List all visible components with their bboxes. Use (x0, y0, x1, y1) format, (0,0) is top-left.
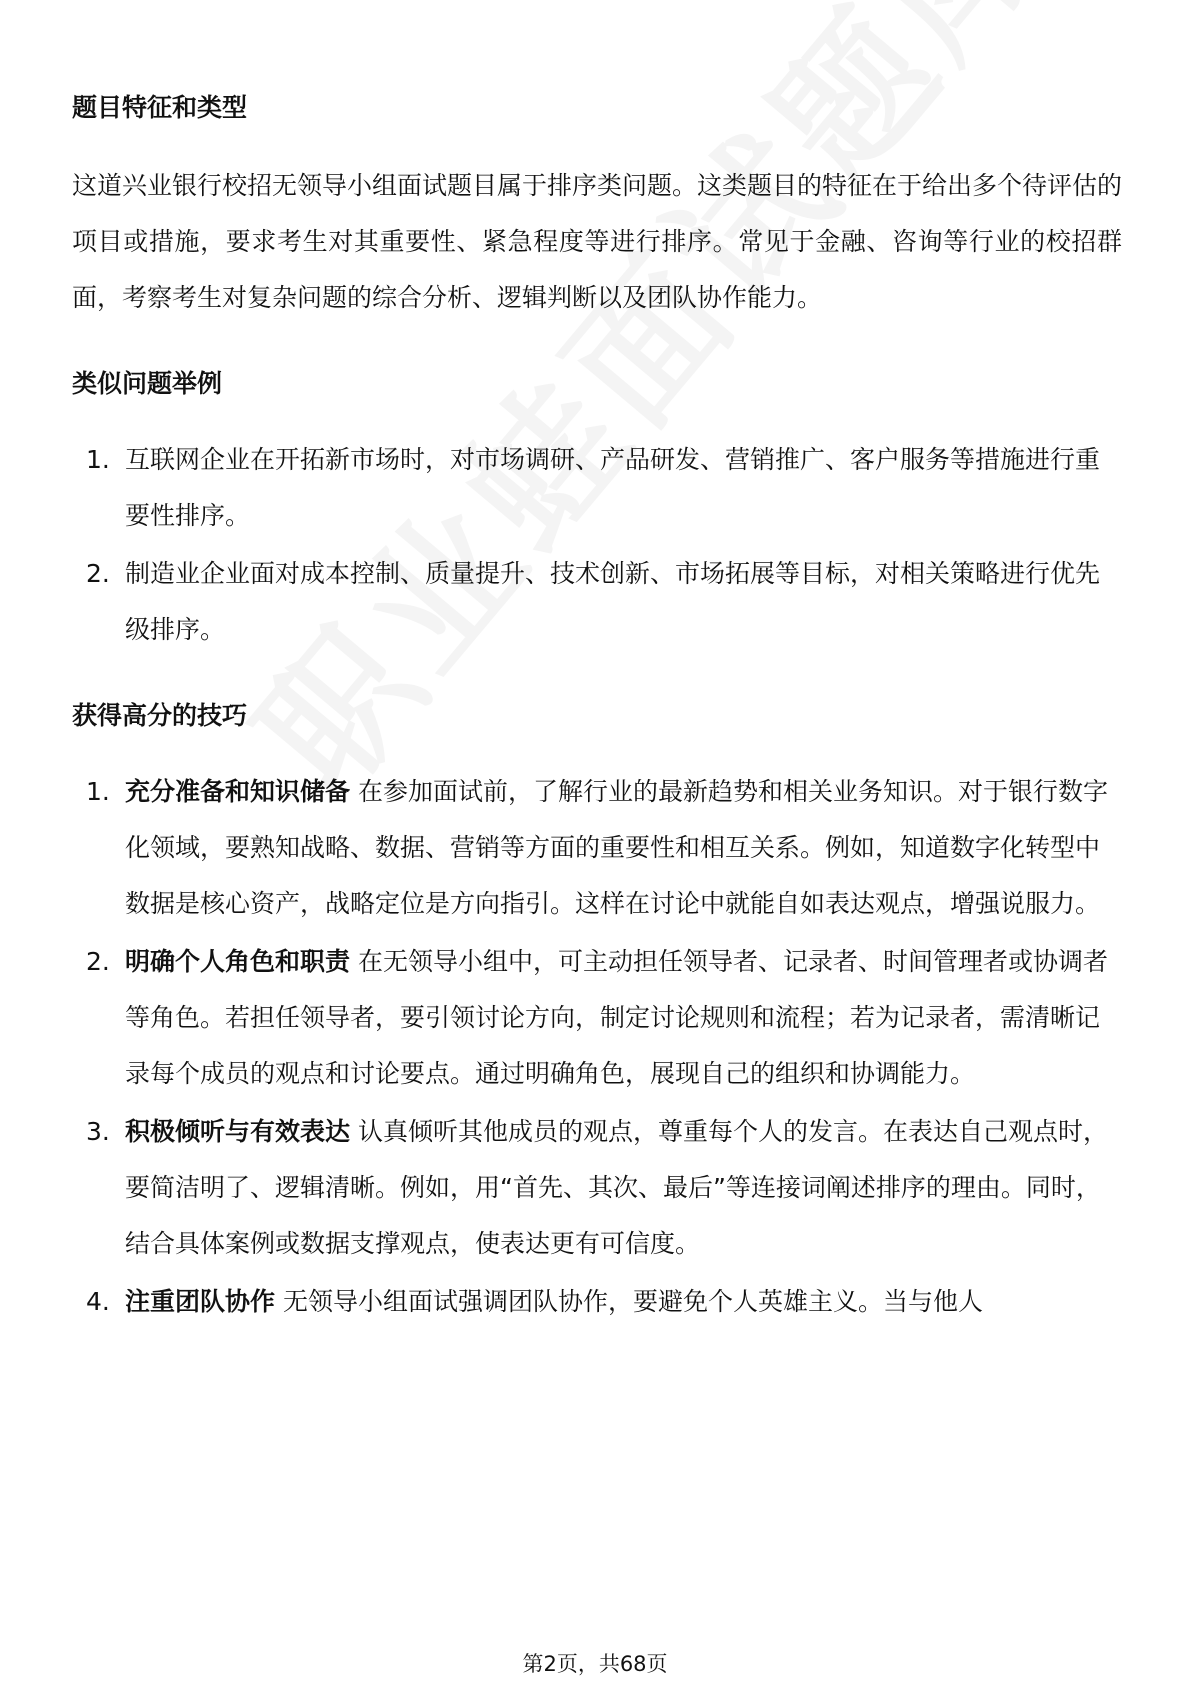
features-paragraph: 这道兴业银行校招无领导小组面试题目属于排序类问题。这类题目的特征在于给出多个待评估的项目或措施，要求考生对其重要性、紧急程度等进行排序。常见于金融、咨询等行业的校招群面，考察考生对复杂问题的综合分析、逻辑判断以及团队协作能力。 (72, 171, 1123, 312)
tips-list (72, 764, 1122, 1330)
list-item (72, 764, 1122, 932)
examples-list (72, 432, 1122, 658)
list-number: 1. (86, 777, 110, 806)
list-text: 在无领导小组中，可主动担任领导者、记录者、时间管理者或协调者等角色。若担任领导者，要引领讨论方向，制定讨论规则和流程；若为记录者，需清晰记录每个成员的观点和讨论要点。通过明确角色，展现自己的组织和协调能力。 (125, 947, 1108, 1088)
list-text: 互联网企业在开拓新市场时，对市场调研、产品研发、营销推广、客户服务等措施进行重要性排序。 (125, 445, 1101, 530)
list-item (72, 1274, 1122, 1330)
list-text: 认真倾听其他成员的观点，尊重每个人的发言。在表达自己观点时，要简洁明了、逻辑清晰。例如，用“首先、其次、最后”等连接词阐述排序的理由。同时，结合具体案例或数据支撑观点，使表达更有可信度。 (125, 1117, 1108, 1258)
list-item (72, 1104, 1122, 1272)
list-text: 在参加面试前，了解行业的最新趋势和相关业务知识。对于银行数字化领域，要熟知战略、数据、营销等方面的重要性和相互关系。例如，知道数字化转型中数据是核心资产，战略定位是方向指引。这样在讨论中就能自如表达观点，增强说服力。 (125, 777, 1108, 918)
list-item (72, 546, 1122, 658)
tip-heading: 积极倾听与有效表达 (125, 1117, 351, 1146)
list-number: 2. (86, 947, 110, 976)
list-number: 1. (86, 445, 110, 474)
tip-heading: 明确个人角色和职责 (125, 947, 351, 976)
list-item (72, 934, 1122, 1102)
list-number: 2. (86, 559, 110, 588)
list-text: 制造业企业面对成本控制、质量提升、技术创新、市场拓展等目标，对相关策略进行优先级排序。 (125, 559, 1101, 644)
content-body (72, 88, 1122, 1332)
section-title-features: 题目特征和类型 (72, 93, 248, 122)
list-number: 3. (86, 1117, 110, 1146)
section-title-examples: 类似问题举例 (72, 369, 223, 398)
page-footer: 第2页，共68页 (522, 1652, 668, 1676)
section-title-tips: 获得高分的技巧 (72, 701, 248, 730)
tip-heading: 充分准备和知识储备 (125, 777, 351, 806)
list-item (72, 432, 1122, 544)
list-text: 无领导小组面试强调团队协作，要避免个人英雄主义。当与他人 (275, 1287, 983, 1316)
list-number: 4. (86, 1287, 110, 1316)
tip-heading: 注重团队协作 (125, 1287, 276, 1316)
